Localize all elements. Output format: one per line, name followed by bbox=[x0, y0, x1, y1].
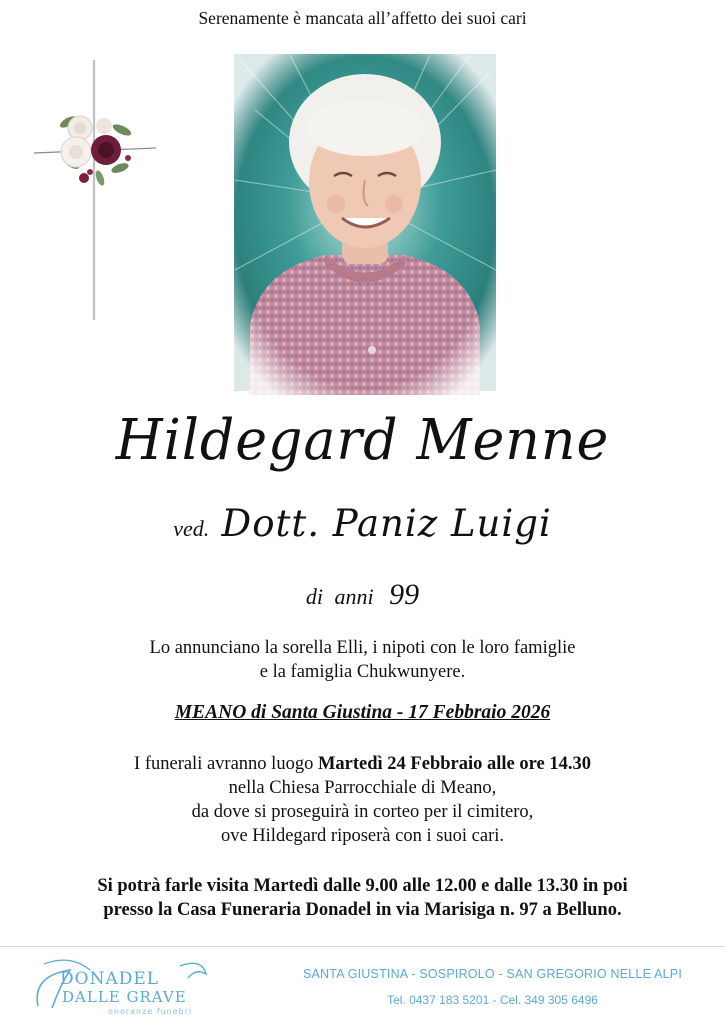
cross-with-roses-icon bbox=[30, 60, 160, 320]
announce-line: Lo annunciano la sorella Elli, i nipoti con le loro famiglie bbox=[149, 638, 576, 658]
visit-line: Si potrà farle visita Martedì dalle 9.00 alle 12.00 e dalle 13.30 in poi bbox=[97, 876, 628, 896]
donadel-logo bbox=[30, 956, 215, 1018]
visit-info bbox=[0, 874, 725, 922]
funeral-info bbox=[0, 752, 725, 848]
logo-line-2: DALLE GRAVE bbox=[62, 988, 187, 1006]
funeral-line-3: da dove si proseguirà in corteo per il cimitero, bbox=[191, 802, 534, 822]
intro-line: Serenamente è mancata all’affetto dei suoi cari bbox=[198, 8, 527, 28]
place-date: MEANO di Santa Giustina - 17 Febbraio 2026 bbox=[174, 702, 551, 723]
funeral-intro: I funerali avranno luogo bbox=[134, 754, 318, 774]
announcement bbox=[0, 636, 725, 684]
funeral-datetime: Martedì 24 Febbraio alle ore 14.30 bbox=[317, 754, 591, 774]
logo-line-1: DONADEL bbox=[60, 969, 160, 989]
funeral-line-4: ove Hildegard riposerà con i suoi cari. bbox=[220, 826, 505, 846]
footer-divider bbox=[0, 946, 725, 947]
spouse-name: Dott. Paniz Luigi bbox=[221, 502, 552, 545]
logo-tagline: onoranze funebri bbox=[108, 1007, 193, 1016]
widow-line bbox=[0, 502, 725, 545]
funeral-line-2: nella Chiesa Parrocchiale di Meano, bbox=[228, 778, 497, 798]
age-prefix: di anni bbox=[305, 584, 374, 609]
footer-phones: Tel. 0437 183 5201 - Cel. 349 305 6496 bbox=[387, 993, 598, 1007]
funeral-line-1 bbox=[0, 752, 725, 776]
portrait-photo bbox=[230, 50, 500, 395]
visit-line: presso la Casa Funeraria Donadel in via Marisiga n. 97 a Belluno. bbox=[103, 900, 622, 920]
age-line bbox=[0, 578, 725, 612]
deceased-name: Hildegard Menne bbox=[115, 408, 610, 473]
footer-places: SANTA GIUSTINA - SOSPIROLO - SAN GREGORIO NELLE ALPI bbox=[302, 967, 682, 981]
widow-prefix: ved. bbox=[173, 516, 210, 541]
announce-line: e la famiglia Chukwunyere. bbox=[259, 662, 466, 682]
age-value: 99 bbox=[389, 578, 420, 611]
